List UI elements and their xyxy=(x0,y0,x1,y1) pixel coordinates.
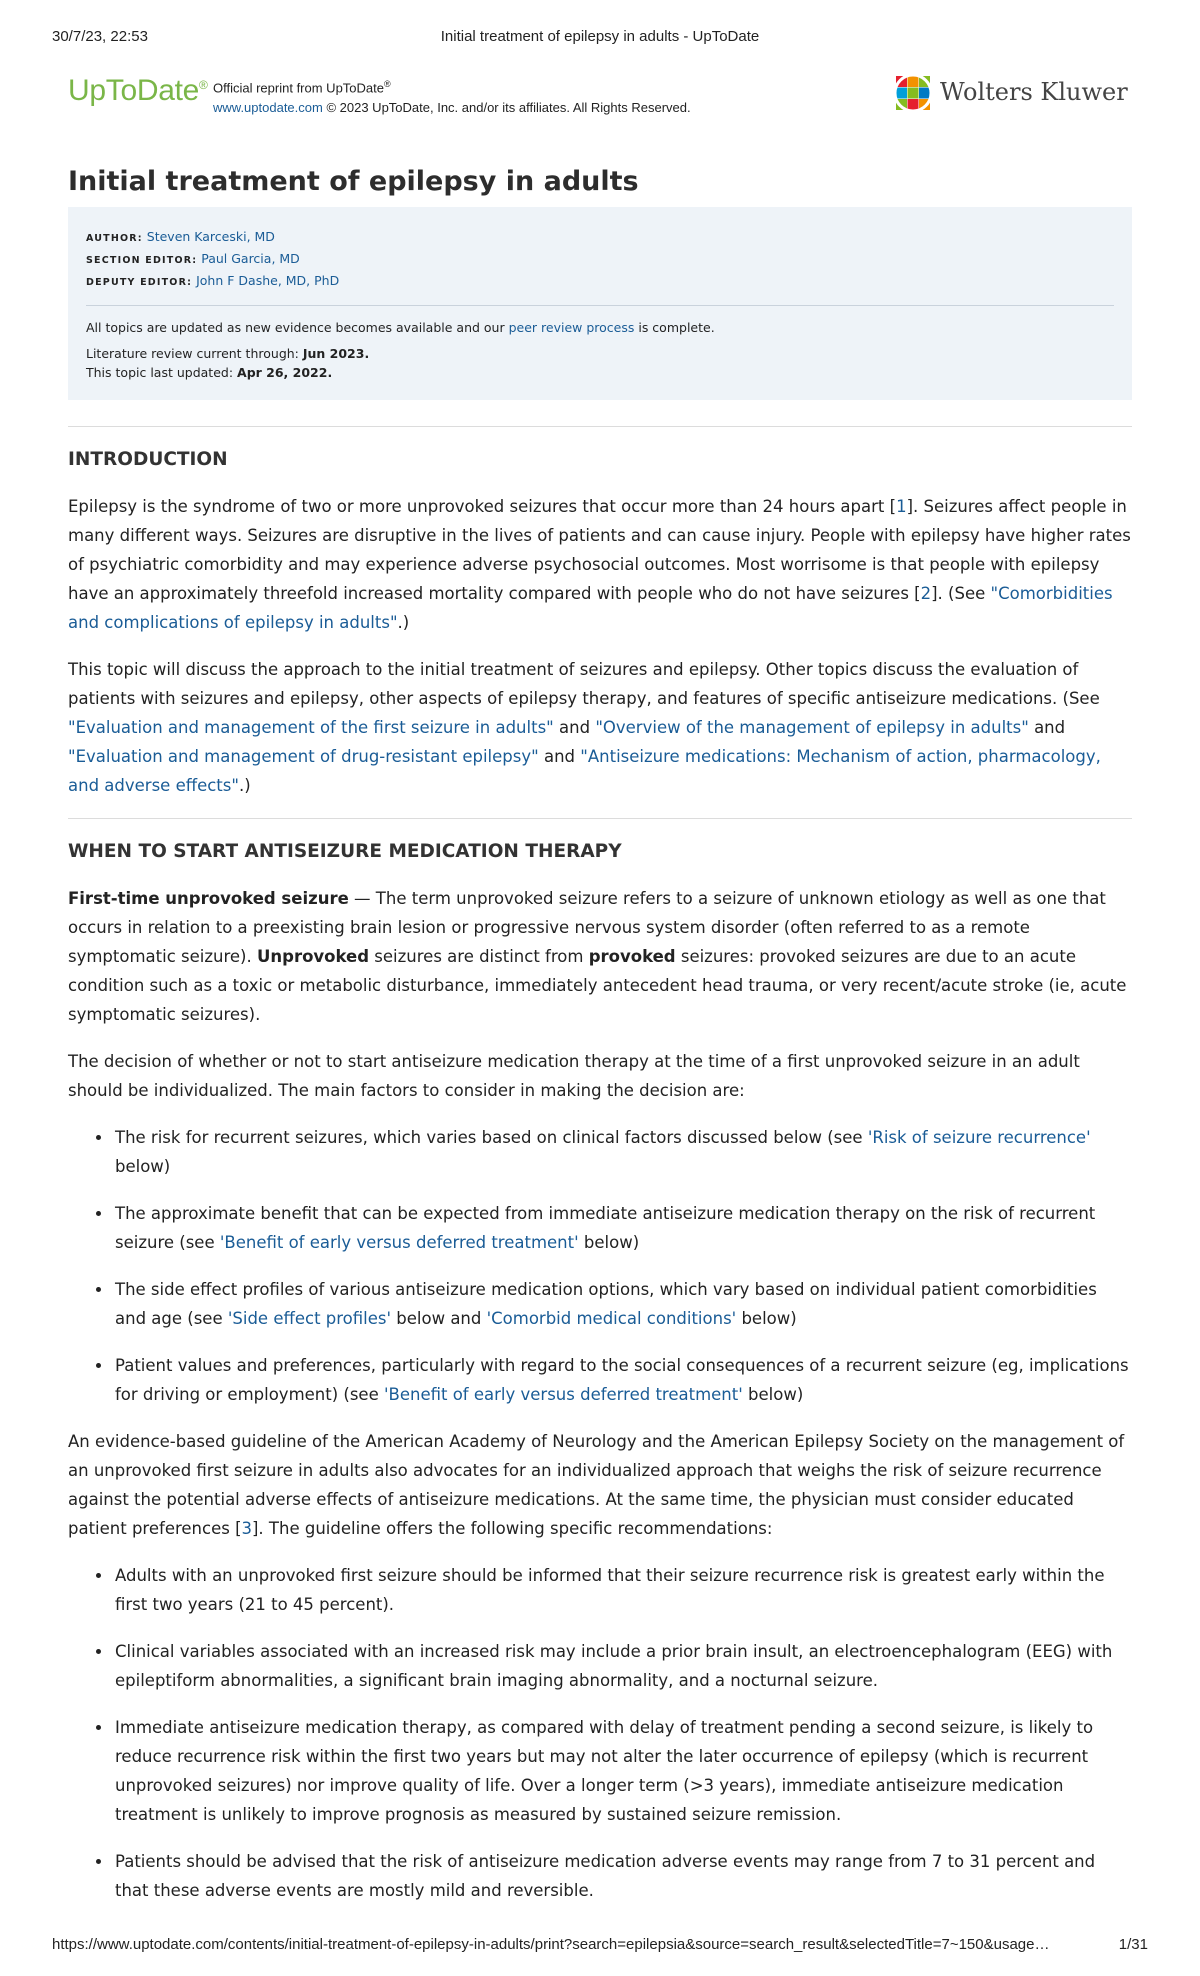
topic-link-first-seizure[interactable]: "Evaluation and management of the first seizure in adults" xyxy=(68,718,554,737)
text: and xyxy=(553,718,596,737)
topic-link-overview-management[interactable]: "Overview of the management of epilepsy in adults" xyxy=(595,718,1029,737)
section-link-side-effects[interactable]: 'Side effect profiles' xyxy=(227,1309,392,1328)
text: The approximate benefit that can be expected from immediate antiseizure medication therapy on the risk of recurrent seizure (see xyxy=(115,1204,1096,1252)
article-meta-box xyxy=(68,207,1132,400)
text: ]. (See xyxy=(931,584,991,603)
text: below) xyxy=(115,1157,171,1176)
intro-paragraph-1 xyxy=(68,492,1132,637)
text: below and xyxy=(391,1309,487,1328)
when-paragraph-3 xyxy=(68,1427,1132,1543)
print-url: https://www.uptodate.com/contents/initial-treatment-of-epilepsy-in-adults/print?search=epilepsia&source=search_result&selectedTitle=7~150&usage… xyxy=(52,1936,1050,1953)
wolters-kluwer-logo[interactable] xyxy=(894,74,1132,114)
topic-link-comorbidities[interactable]: "Comorbidities and complications of epilepsy in adults" xyxy=(68,584,1113,632)
decision-factors-list xyxy=(68,1123,1132,1409)
topic-link-drug-resistant[interactable]: "Evaluation and management of drug-resistant epilepsy" xyxy=(68,747,539,766)
text: below) xyxy=(578,1233,640,1252)
guideline-recommendations-list xyxy=(68,1561,1132,1905)
text: and xyxy=(1028,718,1066,737)
uptodate-site-link[interactable]: www.uptodate.com xyxy=(213,100,323,116)
update-note xyxy=(86,318,1114,337)
text: This topic will discuss the approach to the initial treatment of seizures and epilepsy. Other topics discuss the evaluation of patients with seizures and epilepsy, other aspects of epilepsy therapy, and features of specific antiseizure medications. (See xyxy=(68,660,1100,708)
bold-term: Unprovoked xyxy=(256,947,370,966)
text: The side effect profiles of various antiseizure medication options, which vary based on individual patient comorbidities and age (see xyxy=(115,1280,1097,1328)
meta-divider xyxy=(86,305,1114,306)
brand-header xyxy=(68,70,1132,130)
text: .) xyxy=(397,613,410,632)
article-title: Initial treatment of epilepsy in adults xyxy=(68,166,639,197)
section-editor-link[interactable]: Paul Garcia, MD xyxy=(201,251,300,266)
list-item xyxy=(113,1275,1132,1333)
subheading-first-time-unprovoked: First-time unprovoked seizure xyxy=(68,889,349,908)
update-note-end: is complete. xyxy=(634,320,715,335)
text: seizures: provoked seizures are due to an acute condition such as a toxic or metabolic disturbance, immediately antecedent head trauma, or very recent/acute stroke (ie, acute symptomatic seizures). xyxy=(68,947,1127,1024)
last-updated-line xyxy=(86,363,1114,382)
text: Patient values and preferences, particularly with regard to the social consequences of a recurrent seizure (eg, implications for driving or employment) (see xyxy=(115,1356,1129,1404)
print-timestamp: 30/7/23, 22:53 xyxy=(52,28,148,45)
section-heading-when-to-start: WHEN TO START ANTISEIZURE MEDICATION THERAPY xyxy=(68,841,622,862)
list-item xyxy=(113,1123,1132,1181)
reprint-line: Official reprint from UpToDate xyxy=(213,80,384,96)
section-editor-line xyxy=(86,249,1114,271)
copyright-text: © 2023 UpToDate, Inc. and/or its affiliates. All Rights Reserved. xyxy=(322,100,691,116)
section-link-benefit-early[interactable]: 'Benefit of early versus deferred treatment' xyxy=(219,1233,579,1252)
last-updated-date: Apr 26, 2022. xyxy=(237,365,333,380)
text: ]. The guideline offers the following specific recommendations: xyxy=(252,1519,773,1538)
uptodate-logo[interactable]: UpToDate® xyxy=(68,74,208,107)
bold-term: provoked xyxy=(588,947,676,966)
uptodate-logo-text: UpToDate xyxy=(68,74,200,107)
author-label: AUTHOR: xyxy=(86,233,143,244)
section-link-benefit-early[interactable]: 'Benefit of early versus deferred treatment' xyxy=(383,1385,743,1404)
reference-link-3[interactable]: 3 xyxy=(241,1519,252,1538)
peer-review-link[interactable]: peer review process xyxy=(508,320,635,335)
publisher-name: Wolters Kluwer xyxy=(940,78,1128,106)
deputy-editor-label: DEPUTY EDITOR: xyxy=(86,277,193,288)
section-divider xyxy=(68,426,1132,427)
list-item: • Adults with an unprovoked first seizure should be informed that their seizure recurrence risk is greatest early within the first two years (21 to 45 percent). xyxy=(113,1561,1132,1619)
author-line xyxy=(86,227,1114,249)
lit-review-date: Jun 2023. xyxy=(302,346,370,361)
reference-link-2[interactable]: 2 xyxy=(920,584,932,603)
review-dates xyxy=(86,344,1114,382)
reference-link-1[interactable]: 1 xyxy=(896,497,907,516)
section-link-risk-recurrence[interactable]: 'Risk of seizure recurrence' xyxy=(867,1128,1091,1147)
section-heading-introduction: INTRODUCTION xyxy=(68,449,228,470)
deputy-editor-line xyxy=(86,271,1114,293)
list-item xyxy=(113,1351,1132,1409)
deputy-editor-link[interactable]: John F Dashe, MD, PhD xyxy=(196,273,340,288)
text: The risk for recurrent seizures, which varies based on clinical factors discussed below (see xyxy=(115,1128,868,1147)
print-page-title: Initial treatment of epilepsy in adults - UpToDate xyxy=(440,28,760,45)
topic-link-antiseizure-medications[interactable]: "Antiseizure medications: Mechanism of action, pharmacology, and adverse effects" xyxy=(68,747,1101,795)
text: below) xyxy=(736,1309,797,1328)
print-footer xyxy=(52,1936,1148,1956)
section-editor-label: SECTION EDITOR: xyxy=(86,255,198,266)
list-item: • Immediate antiseizure medication therapy, as compared with delay of treatment pending a second seizure, is likely to reduce recurrence risk within the first two years but may not alter the later occurrence of epilepsy (which is recurrent unprovoked seizures) nor improve quality of life. Over a longer term (>3 years), immediate antiseizure medication treatment is unlikely to improve prognosis as measured by sustained seizure remission. xyxy=(113,1713,1132,1829)
intro-paragraph-2 xyxy=(68,655,1132,800)
text: — The term unprovoked seizure refers to a seizure of unknown etiology as well as one that occurs in relation to a preexisting brain lesion or progressive nervous system disorder (often referred to as a remote symptomatic seizure). xyxy=(68,889,1106,966)
section-link-comorbid-conditions[interactable]: 'Comorbid medical conditions' xyxy=(486,1309,737,1328)
text: Epilepsy is the syndrome of two or more unprovoked seizures that occur more than 24 hours apart [ xyxy=(68,497,897,516)
text: below) xyxy=(742,1385,804,1404)
when-paragraph-2: The decision of whether or not to start antiseizure medication therapy at the time of a first unprovoked seizure in an adult should be individualized. The main factors to consider in making the decision are: xyxy=(68,1052,1080,1100)
text: .) xyxy=(238,776,251,795)
reprint-notice: Official reprint from UpToDate® www.uptodate.com © 2023 UpToDate, Inc. and/or its affiliates. All Rights Reserved. xyxy=(213,79,691,116)
last-updated-label: This topic last updated: xyxy=(86,365,238,380)
text: An evidence-based guideline of the American Academy of Neurology and the American Epilepsy Society on the management of an unprovoked first seizure in adults also advocates for an individualized approach that weighs the risk of seizure recurrence against the potential adverse effects of antiseizure medications. At the same time, the physician must consider educated patient preferences [ xyxy=(68,1432,1125,1538)
text: seizures are distinct from xyxy=(369,947,589,966)
update-note-text: All topics are updated as new evidence becomes available and our xyxy=(86,320,509,335)
list-item xyxy=(113,1199,1132,1257)
list-item: • Patients should be advised that the risk of antiseizure medication adverse events may range from 7 to 31 percent and that these adverse events are mostly mild and reversible. xyxy=(113,1847,1132,1905)
article xyxy=(68,160,1132,1923)
section-divider xyxy=(68,818,1132,819)
text: and xyxy=(538,747,581,766)
lit-review-label: Literature review current through: xyxy=(86,346,303,361)
print-header xyxy=(52,28,1148,48)
text: ]. Seizures affect people in many different ways. Seizures are disruptive in the lives of patients and can cause injury. People with epilepsy have higher rates of psychiatric comorbidity and may experience adverse psychosocial outcomes. Most worrisome is that people with epilepsy have an approximately threefold increased mortality compared with people who do not have seizures [ xyxy=(68,497,1131,603)
page-number: 1/31 xyxy=(1118,1936,1148,1953)
lit-review-line xyxy=(86,344,1114,363)
wolters-kluwer-mark-icon xyxy=(894,74,932,112)
when-paragraph-1 xyxy=(68,884,1132,1029)
list-item: • Clinical variables associated with an increased risk may include a prior brain insult, an electroencephalogram (EEG) with epileptiform abnormalities, a significant brain imaging abnormality, and a nocturnal seizure. xyxy=(113,1637,1132,1695)
author-link[interactable]: Steven Karceski, MD xyxy=(146,229,275,244)
